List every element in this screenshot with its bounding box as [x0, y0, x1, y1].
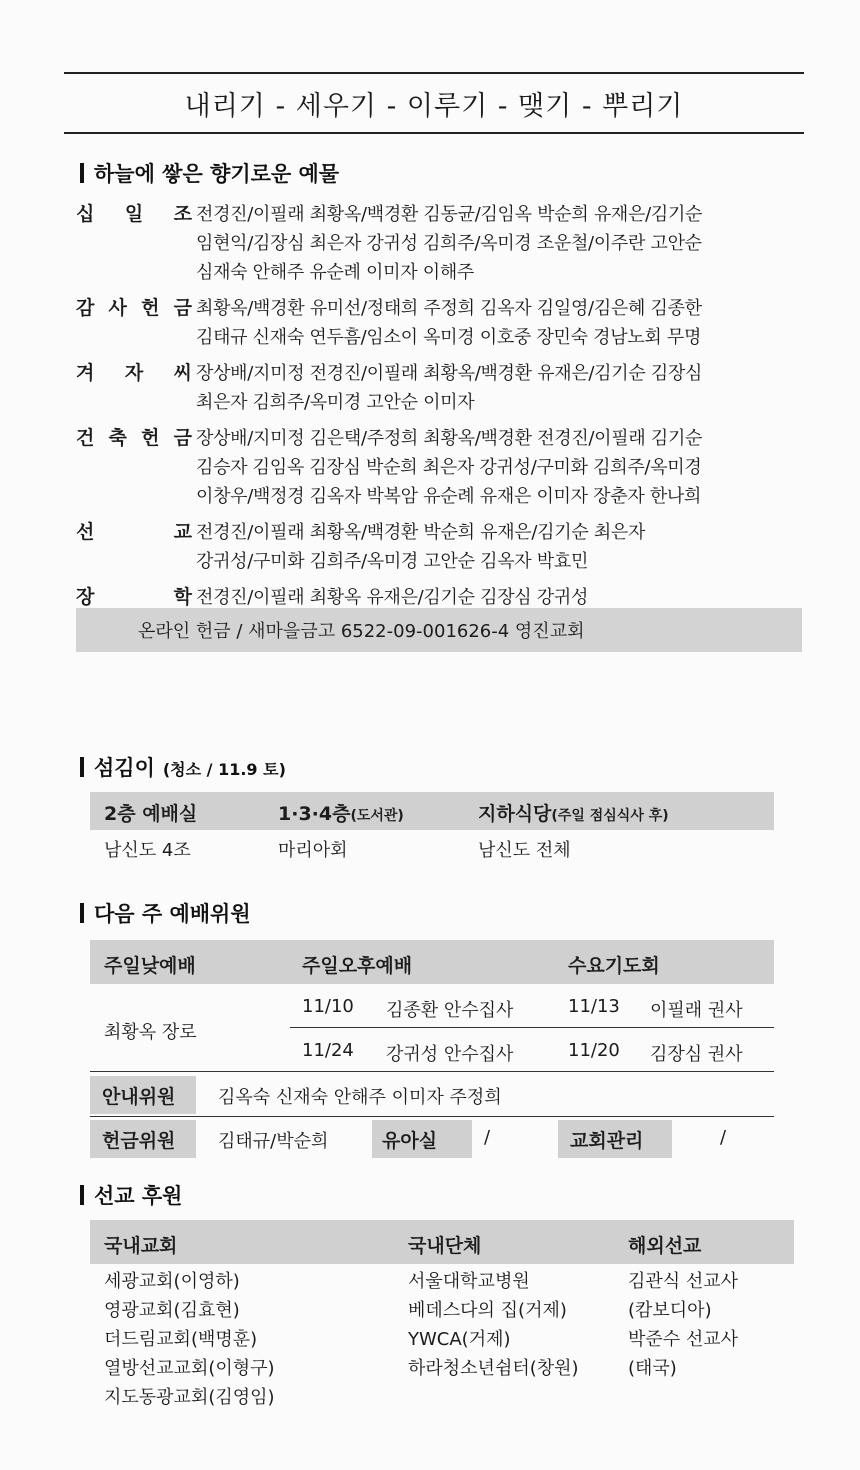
offering-label-char: 사	[108, 297, 127, 319]
offering-names-line: 강귀성/구미화 김희주/옥미경 고안순 김옥자 박효민	[196, 551, 589, 572]
mission-section-title	[80, 1180, 182, 1210]
cleaning-header-3	[478, 799, 669, 826]
offering-names-line: 최황옥/백경환 유미선/정태희 주정희 김옥자 김일영/김은혜 김종한	[196, 298, 702, 319]
afternoon-name-2: 강귀성 안수집사	[386, 1044, 514, 1065]
offering-names-line: 이창우/백정경 김옥자 박복암 유순례 유재은 이미자 장춘자 한나희	[196, 486, 702, 507]
offering-committee-label: 헌금위원	[102, 1130, 176, 1152]
mission-header-churches: 국내교회	[104, 1235, 178, 1257]
offering-row	[76, 518, 806, 576]
mission-overseas-item: 박준수 선교사	[628, 1329, 739, 1350]
offering-committee-names: 김태규/박순희	[218, 1131, 329, 1152]
mission-church-item: 세광교회(이영하)	[104, 1271, 240, 1292]
cleaning-value-3: 남신도 전체	[478, 840, 571, 861]
offering-names-line: 김승자 김임옥 김장심 박순희 최은자 강귀성/구미화 김희주/옥미경	[196, 457, 702, 478]
mission-group-item: 서울대학교병원	[408, 1271, 530, 1292]
cleaning-header-2-small: (도서관)	[350, 808, 404, 824]
cleaning-header-2	[278, 799, 404, 826]
mission-overseas-item: (태국)	[628, 1358, 677, 1379]
offering-label-char: 선	[76, 521, 95, 543]
mission-header-overseas: 해외선교	[628, 1235, 702, 1257]
offering-category-label	[76, 359, 196, 417]
afternoon-date-1: 11/10	[302, 996, 354, 1017]
offering-category-label	[76, 518, 196, 576]
offering-section-title	[80, 158, 339, 188]
nursery-label: 유아실	[382, 1130, 438, 1152]
section-bar-icon	[80, 1185, 84, 1205]
offering-row	[76, 359, 806, 417]
worship-header-wednesday: 수요기도회	[568, 955, 660, 977]
offering-category-label	[76, 424, 196, 511]
offering-row	[76, 424, 806, 511]
offering-label-char: 교	[173, 521, 192, 543]
offering-category-label	[76, 200, 196, 287]
offering-label-char: 헌	[141, 427, 160, 449]
wednesday-date-2: 11/20	[568, 1040, 620, 1061]
offering-names	[196, 200, 806, 287]
cleaning-header-1	[104, 799, 197, 826]
offering-names-line: 장상배/지미정 김은택/주정희 최황옥/백경환 전경진/이필래 김기순	[196, 428, 703, 449]
mission-overseas-item: 김관식 선교사	[628, 1271, 739, 1292]
afternoon-date-2: 11/24	[302, 1040, 354, 1061]
offering-names-line: 전경진/이필래 최황옥 유재은/김기순 김장심 강귀성	[196, 587, 589, 608]
mission-group-item: 베데스다의 집(거제)	[408, 1300, 567, 1321]
sunday-leader: 최황옥 장로	[104, 1022, 197, 1043]
offering-label-char: 감	[76, 297, 95, 319]
wednesday-name-2: 김장심 권사	[650, 1044, 743, 1065]
cleaning-header-1-text: 2층 예배실	[104, 803, 198, 825]
offering-label-char: 금	[173, 427, 192, 449]
mission-title-text: 선교 후원	[94, 1184, 183, 1208]
offering-names-line: 임현익/김장심 최은자 강귀성 김희주/옥미경 조운철/이주란 고안순	[196, 233, 702, 254]
section-bar-icon	[80, 903, 84, 923]
offering-label-char: 십	[76, 203, 95, 225]
mission-church-item: 열방선교교회(이형구)	[104, 1358, 275, 1379]
cleaning-value-1: 남신도 4조	[104, 840, 191, 861]
offering-label-char: 금	[173, 297, 192, 319]
cleaning-header-2-text: 1·3·4층	[278, 803, 351, 825]
cleaning-subtitle: (청소 / 11.9 토)	[162, 760, 286, 779]
offering-label-char: 일	[124, 203, 144, 225]
mission-overseas-item: (캄보디아)	[628, 1300, 712, 1321]
cleaning-header-3-text: 지하식당	[478, 803, 552, 825]
offering-label-char: 헌	[141, 297, 160, 319]
cleaning-value-2: 마리아회	[278, 840, 348, 861]
offering-row	[76, 294, 806, 352]
mission-church-item: 영광교회(김효현)	[104, 1300, 240, 1321]
offering-names-line: 전경진/이필래 최황옥/백경환 김동균/김임옥 박순희 유재은/김기순	[196, 204, 703, 225]
offering-title-text: 하늘에 쌓은 향기로운 예물	[94, 162, 340, 186]
offering-names-line: 심재숙 안해주 유순례 이미자 이해주	[196, 262, 475, 283]
offering-label-char: 겨	[76, 362, 95, 384]
worship-table-divider	[90, 1071, 774, 1072]
mission-header-groups: 국내단체	[408, 1235, 482, 1257]
offering-names	[196, 424, 806, 511]
offering-label-char: 장	[76, 586, 95, 608]
usher-names: 김옥숙 신재숙 안해주 이미자 주정희	[218, 1087, 502, 1108]
mission-overseas-list	[628, 1267, 738, 1383]
worship-title-text: 다음 주 예배위원	[94, 902, 251, 926]
offering-names-line: 전경진/이필래 최황옥/백경환 박순희 유재은/김기순 최은자	[196, 522, 646, 543]
usher-divider	[90, 1116, 774, 1117]
offering-names-line: 김태규 신재숙 연두흠/임소이 옥미경 이호중 장민숙 경남노회 무명	[196, 327, 702, 348]
mission-church-list	[104, 1267, 275, 1412]
mission-church-item: 지도동광교회(김영임)	[104, 1387, 275, 1408]
online-offering-banner: 온라인 헌금 / 새마을금고 6522-09-001626-4 영진교회	[76, 608, 802, 652]
section-bar-icon	[80, 163, 84, 183]
wednesday-name-1: 이필래 권사	[650, 1000, 743, 1021]
mission-group-list	[408, 1267, 579, 1383]
worship-header-afternoon: 주일오후예배	[302, 955, 413, 977]
afternoon-name-1: 김종환 안수집사	[386, 1000, 514, 1021]
facility-value: /	[720, 1127, 727, 1148]
offering-names-line: 최은자 김희주/옥미경 고안순 이미자	[196, 392, 475, 413]
nursery-value: /	[484, 1127, 491, 1148]
worship-section-title	[80, 898, 251, 928]
offering-label-char: 조	[173, 203, 192, 225]
offering-label-char: 건	[76, 427, 95, 449]
motto-banner: 내리기 - 세우기 - 이루기 - 맺기 - 뿌리기	[64, 72, 804, 134]
mission-group-item: 하라청소년쉼터(창원)	[408, 1358, 579, 1379]
offering-row	[76, 200, 806, 287]
usher-label: 안내위원	[102, 1086, 176, 1108]
offering-label-char: 씨	[173, 362, 192, 384]
offering-label-char: 축	[108, 427, 127, 449]
cleaning-title-text: 섬김이	[94, 756, 155, 780]
offering-label-char: 학	[173, 586, 192, 608]
cleaning-section-title	[80, 752, 286, 782]
section-bar-icon	[80, 757, 84, 777]
offering-names	[196, 518, 806, 576]
offering-names-line: 장상배/지미정 전경진/이필래 최황옥/백경환 유재은/김기순 김장심	[196, 363, 703, 384]
cleaning-header-3-small: (주일 점심식사 후)	[551, 808, 669, 824]
offering-label-char: 자	[124, 362, 144, 384]
facility-label: 교회관리	[570, 1130, 644, 1152]
offering-category-label	[76, 294, 196, 352]
offering-names	[196, 359, 806, 417]
offering-names	[196, 294, 806, 352]
worship-header-sunday: 주일낮예배	[104, 955, 196, 977]
wednesday-date-1: 11/13	[568, 996, 620, 1017]
worship-row-divider	[290, 1027, 774, 1028]
mission-church-item: 더드림교회(백명훈)	[104, 1329, 258, 1350]
offering-list	[76, 200, 806, 619]
mission-group-item: YWCA(거제)	[408, 1329, 511, 1350]
